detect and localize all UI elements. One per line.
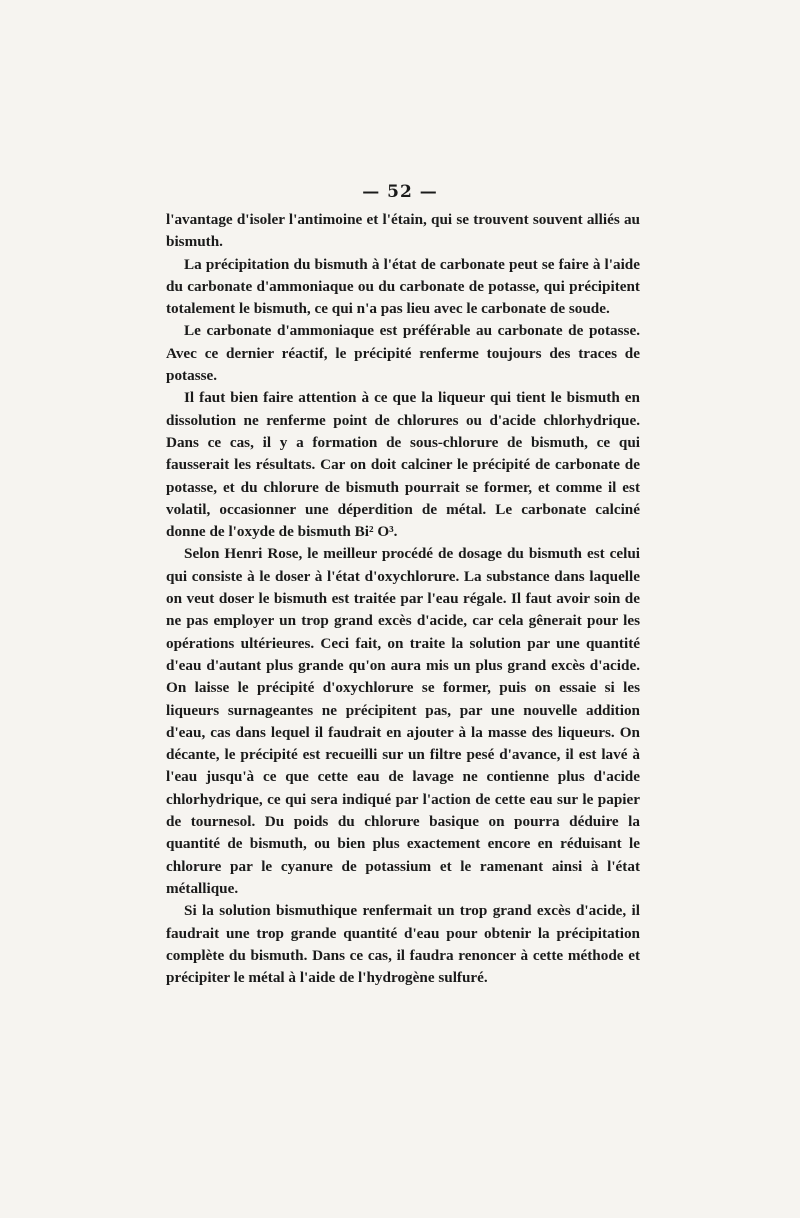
paragraph-6: Si la solution bismuthique renfermait un trop grand excès d'acide, il faudrait une trop grande quantité d'eau pour obtenir la précipitation complète du bismuth. Dans ce cas, il faudra renoncer à cette méthode et précipiter le métal à l'aide de l'hydrogène sulfuré. [166,902,640,987]
paragraph-4: Il faut bien faire attention à ce que la liqueur qui tient le bismuth en dissolution ne renferme point de chlorures ou d'acide chlorhydrique. Dans ce cas, il y a formation de sous-chlorure de bismuth, ce qui fausserait les résultats. Car on doit calciner le précipité de carbonate de potasse, et du chlorure de bismuth pourrait se former, et comme il est volatil, occasionner une déperdition de métal. Le carbonate calciné donne de l'oxyde de bismuth Bi² O³. [166,389,640,541]
paragraph-3: Le carbonate d'ammoniaque est préférable au carbonate de potasse. Avec ce dernier réactif, le précipité renferme toujours des traces de potasse. [166,322,640,385]
body-text [166,209,640,989]
paragraph-2: La précipitation du bismuth à l'état de carbonate peut se faire à l'aide du carbonate d'ammoniaque ou du carbonate de potasse, qui précipitent totalement le bismuth, ce qui n'a pas lieu avec le carbonate de soude. [166,255,640,318]
paragraph-5: Selon Henri Rose, le meilleur procédé de dosage du bismuth est celui qui consiste à le doser à l'état d'oxychlorure. La substance dans laquelle on veut doser le bismuth est traitée par l'eau régale. Il faut avoir soin de ne pas employer un trop grand excès d'acide, car cela gênerait pour les opérations ultérieures. Ceci fait, on traite la solution par une quantité d'eau d'autant plus grande qu'on aura mis un plus grand excès d'acide. On laisse le précipité d'oxychlorure se former, puis on essaie si les liqueurs surnageantes ne précipitent pas, par une nouvelle addition d'eau, cas dans lequel il faudrait en ajouter à la masse des liqueurs. On décante, le précipité est recueilli sur un filtre pesé d'avance, il est lavé à l'eau jusqu'à ce que cette eau de lavage ne contienne plus d'acide chlorhydrique, ce qui sera indiqué par l'action de cette eau sur le papier de tournesol. Du poids du chlorure basique on pourra déduire la quantité de bismuth, ou bien plus exactement encore en réduisant le chlorure par le cyanure de potassium et le ramenant ainsi à l'état métallique. [166,545,640,897]
page-number: — 52 — [362,182,438,202]
paragraph-1: l'avantage d'isoler l'antimoine et l'étain, qui se trouvent souvent alliés au bismuth. [166,211,640,251]
